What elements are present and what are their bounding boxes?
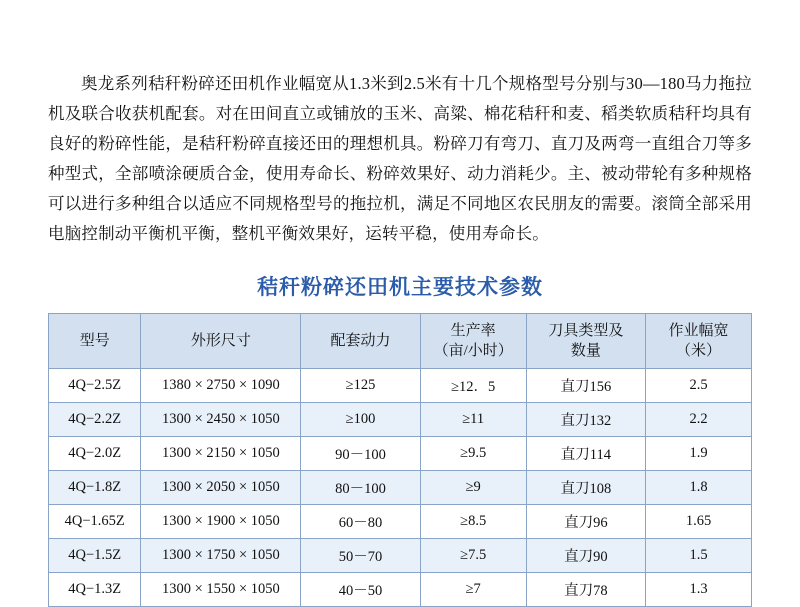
column-header-productivity-line1: 生产率 [450,322,496,339]
cell-model: 4Q−1.65Z [49,504,141,538]
cell-dimensions: 1300 × 2450 × 1050 [141,402,301,436]
cell-model: 4Q−1.5Z [49,538,141,572]
cell-productivity: ≥11 [420,402,526,436]
cell-dimensions: 1380 × 2750 × 1090 [141,368,301,402]
cell-power: 50－70 [301,538,420,572]
column-header-dimensions-line1: 外形尺寸 [190,332,251,349]
cell-power: 60－80 [301,504,420,538]
cell-productivity: ≥7.5 [420,538,526,572]
cell-width: 1.8 [646,470,752,504]
cell-width: 2.5 [646,368,752,402]
cell-model: 4Q−2.2Z [49,402,141,436]
column-header-blade-type-line2: 数量 [570,342,601,359]
column-header-width-line2: （米） [676,342,722,359]
cell-model: 4Q−2.5Z [49,368,141,402]
table-row [49,538,752,572]
spec-table [48,313,752,607]
column-header-productivity [420,313,526,368]
cell-width: 1.5 [646,538,752,572]
cell-model: 4Q−1.3Z [49,572,141,606]
table-row [49,470,752,504]
cell-model: 4Q−1.8Z [49,470,141,504]
table-header-row [49,313,752,368]
column-header-width [646,313,752,368]
cell-power: 80－100 [301,470,420,504]
intro-paragraph: 奥龙系列秸秆粉碎还田机作业幅宽从1.3米到2.5米有十几个规格型号分别与30—180马力拖拉机及联合收获机配套。对在田间直立或铺放的玉米、高粱、棉花秸秆和麦、稻类软质秸秆均具有良好的粉碎性能，是秸秆粉碎直接还田的理想机具。粉碎刀有弯刀、直刀及两弯一直组合刀等多种型式，全部喷涂硬质合金，使用寿命长、粉碎效果好、动力消耗少。主、被动带轮有多种规格可以进行多种组合以适应不同规格型号的拖拉机，满足不同地区农民朋友的需要。滚筒全部采用电脑控制动平衡机平衡，整机平衡效果好，运转平稳，使用寿命长。 [48,73,752,243]
cell-dimensions: 1300 × 2050 × 1050 [141,470,301,504]
table-row [49,402,752,436]
column-header-model-line1: 型号 [79,332,110,349]
cell-blade-type: 直刀108 [526,470,645,504]
cell-width: 2.2 [646,402,752,436]
cell-blade-type: 直刀132 [526,402,645,436]
cell-width: 1.9 [646,436,752,470]
column-header-power [301,313,420,368]
cell-productivity: ≥7 [420,572,526,606]
column-header-model [49,313,141,368]
cell-width: 1.3 [646,572,752,606]
cell-dimensions: 1300 × 1900 × 1050 [141,504,301,538]
cell-blade-type: 直刀156 [526,368,645,402]
cell-productivity: ≥12．5 [420,368,526,402]
cell-productivity: ≥9.5 [420,436,526,470]
table-row [49,572,752,606]
cell-model: 4Q−2.0Z [49,436,141,470]
cell-blade-type: 直刀78 [526,572,645,606]
cell-productivity: ≥9 [420,470,526,504]
cell-dimensions: 1300 × 1750 × 1050 [141,538,301,572]
table-row [49,368,752,402]
column-header-productivity-line2: （亩/小时） [433,342,513,359]
section-title: 秸秆粉碎还田机主要技术参数 [257,274,543,299]
cell-width: 1.65 [646,504,752,538]
cell-power: 40－50 [301,572,420,606]
cell-dimensions: 1300 × 2150 × 1050 [141,436,301,470]
column-header-blade-type-line1: 刀具类型及 [548,322,624,339]
table-body [49,368,752,606]
table-row [49,436,752,470]
cell-power: ≥125 [301,368,420,402]
cell-blade-type: 直刀90 [526,538,645,572]
column-header-dimensions [141,313,301,368]
cell-blade-type: 直刀96 [526,504,645,538]
column-header-power-line1: 配套动力 [330,332,391,349]
cell-productivity: ≥8.5 [420,504,526,538]
table-row [49,504,752,538]
column-header-blade-type [526,313,645,368]
cell-blade-type: 直刀114 [526,436,645,470]
cell-power: ≥100 [301,402,420,436]
cell-dimensions: 1300 × 1550 × 1050 [141,572,301,606]
table-header [49,313,752,368]
cell-power: 90－100 [301,436,420,470]
column-header-width-line1: 作业幅宽 [668,322,729,339]
